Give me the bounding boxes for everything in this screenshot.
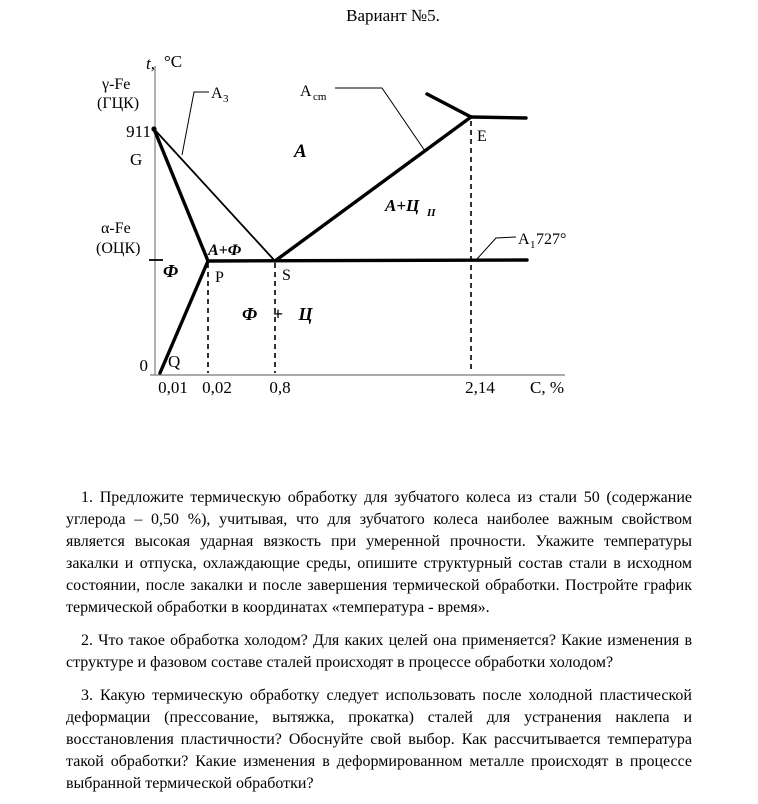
region-ferrite-cementite: Ф + Ц <box>242 304 313 324</box>
questions-section <box>66 487 692 804</box>
question-1: 1. Предложите термическую обработку для зубчатого колеса из стали 50 (содержание углерода – 0,50 %), учитывая, что для зубчатого колеса наиболее важным свойством является высокая ударная вязкость при умеренной прочности. Укажите температуры закалки и отпуска, охлаждающие среды, опишите структурный состав стали в исходном состоянии, после закалки и после завершения термической обработки. Постройте график термической обработки в координатах «температура - время». <box>66 489 692 616</box>
line-s-e <box>275 117 471 261</box>
question-3: 3. Какую термическую обработку следует использовать после холодной пластической деформации (прессование, вытяжка, прокатка) сталей для устранения наклепа и восстановления пластичности? Обоснуйте свой выбор. Как рассчитывается температура такой обработки? Какие изменения в деформированном металле происходят в процессе выбранной термической обработки? <box>66 687 692 792</box>
a3-label-base: А <box>211 85 223 102</box>
x-axis-label: С, % <box>530 378 564 397</box>
acm-label-sub: cm <box>313 91 327 103</box>
region-ferrite: Ф <box>163 261 179 281</box>
point-s-label: S <box>282 267 291 284</box>
region-austenite-ferrite: А+Ф <box>208 242 242 259</box>
axes <box>150 66 565 375</box>
line-e-upper-left <box>427 94 471 117</box>
point-q-label: Q <box>168 352 181 371</box>
temp-911-label: 911 <box>126 122 151 141</box>
dashed-guides <box>208 121 471 373</box>
line-e-right <box>471 117 526 118</box>
alpha-fe-label: α-Fe <box>101 220 131 237</box>
a1-label-base: А <box>518 231 530 248</box>
point-g-label: G <box>130 150 143 169</box>
xtick-001: 0,01 <box>158 378 188 397</box>
question-2: 2. Что такое обработка холодом? Для каких целей она применяется? Какие изменения в структуре и фазовом составе сталей происходят в процессе обработки холодом? <box>66 632 692 671</box>
acm-label-base: А <box>300 83 312 100</box>
point-p-label: P <box>215 269 224 286</box>
t-axis-label: t, <box>146 54 155 73</box>
a1-leader <box>477 237 516 259</box>
xtick-002: 0,02 <box>202 378 232 397</box>
degrees-c-label: °C <box>164 52 183 71</box>
a1-label-temp: 727° <box>536 231 567 248</box>
point-g-dot <box>151 126 156 131</box>
region-austenite-cementite: А+Ц <box>385 196 420 215</box>
gamma-lattice-label: (ГЦК) <box>97 95 140 112</box>
region-labels <box>163 141 436 324</box>
line-psk-a1 <box>208 260 527 261</box>
region-austenite: А <box>294 141 307 162</box>
gamma-fe-label: γ-Fe <box>102 76 131 93</box>
xtick-214: 2,14 <box>465 378 495 397</box>
a3-label-sub: 3 <box>223 93 229 105</box>
a3-leader <box>182 92 209 155</box>
a1-label-sub: 1 <box>530 239 536 251</box>
point-labels <box>130 128 487 371</box>
region-austenite-cementite-sub: II <box>427 207 436 219</box>
acm-leader <box>335 88 425 151</box>
line-g-p <box>154 129 208 261</box>
point-e-label: E <box>477 128 487 145</box>
alpha-lattice-label: (ОЦК) <box>96 240 141 257</box>
xtick-08: 0,8 <box>269 378 291 397</box>
critical-line-labels <box>211 83 566 251</box>
zero-label: 0 <box>139 356 148 375</box>
page-title: Вариант №5. <box>346 6 440 25</box>
